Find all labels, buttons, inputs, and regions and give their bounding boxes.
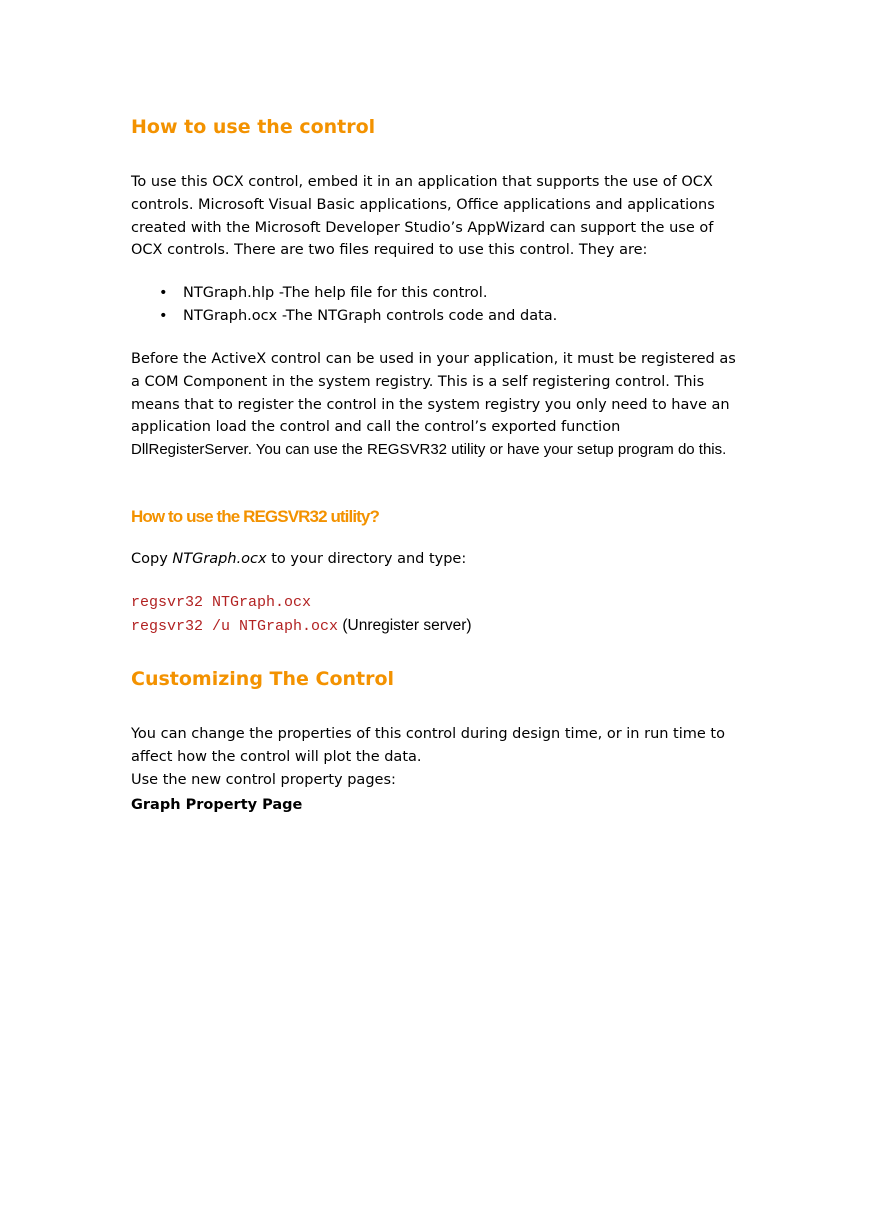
registration-text-continued: DllRegisterServer. You can use the REGSVR32 utility or have your setup program do this. [131, 441, 727, 459]
list-item [131, 282, 557, 305]
list-item-text: NTGraph.hlp -The help file for this control. [183, 285, 488, 301]
customize-text-2: Use the new control property pages: [131, 771, 396, 788]
required-files-list [131, 282, 557, 328]
list-item [131, 305, 557, 328]
section-heading-regsvr32: How to use the REGSVR32 utility? [131, 507, 379, 526]
registration-paragraph [131, 348, 741, 462]
copy-suffix: to your directory and type: [266, 551, 467, 567]
graph-property-page-label: Graph Property Page [131, 797, 303, 813]
list-item-text: NTGraph.ocx -The NTGraph controls code and data. [183, 308, 558, 324]
copy-instruction [131, 548, 741, 571]
copy-prefix: Copy [131, 551, 173, 567]
bullet-icon: • [159, 285, 168, 301]
section-heading-customizing: Customizing The Control [131, 668, 395, 690]
intro-paragraph: To use this OCX control, embed it in an application that supports the use of OCX controls. Microsoft Visual Basic applications, Office applications and applications created with the Microsoft Developer Studio’s AppWizard can support the use of OCX controls. There are two files required to use this control. They are: [131, 174, 715, 259]
command-block [131, 591, 472, 638]
section-heading-how-to-use: How to use the control [131, 116, 376, 138]
customize-paragraph [131, 723, 741, 791]
unregister-note: (Unregister server) [338, 617, 472, 634]
bullet-icon: • [159, 308, 168, 324]
command-line-unregister [131, 614, 472, 638]
command-line-register [131, 591, 472, 614]
register-command: regsvr32 NTGraph.ocx [131, 594, 312, 611]
registration-text: Before the ActiveX control can be used in your application, it must be registered as a COM Component in the system registry. This is a self registering control. This means that to register the control in the system registry you only need to have an application load the control and call the control’s exported function [131, 351, 736, 436]
customize-text: You can change the properties of this control during design time, or in run time to affect how the control will plot the data. [131, 726, 725, 765]
copy-filename: NTGraph.ocx [172, 551, 267, 567]
unregister-command: regsvr32 /u NTGraph.ocx [131, 618, 339, 635]
